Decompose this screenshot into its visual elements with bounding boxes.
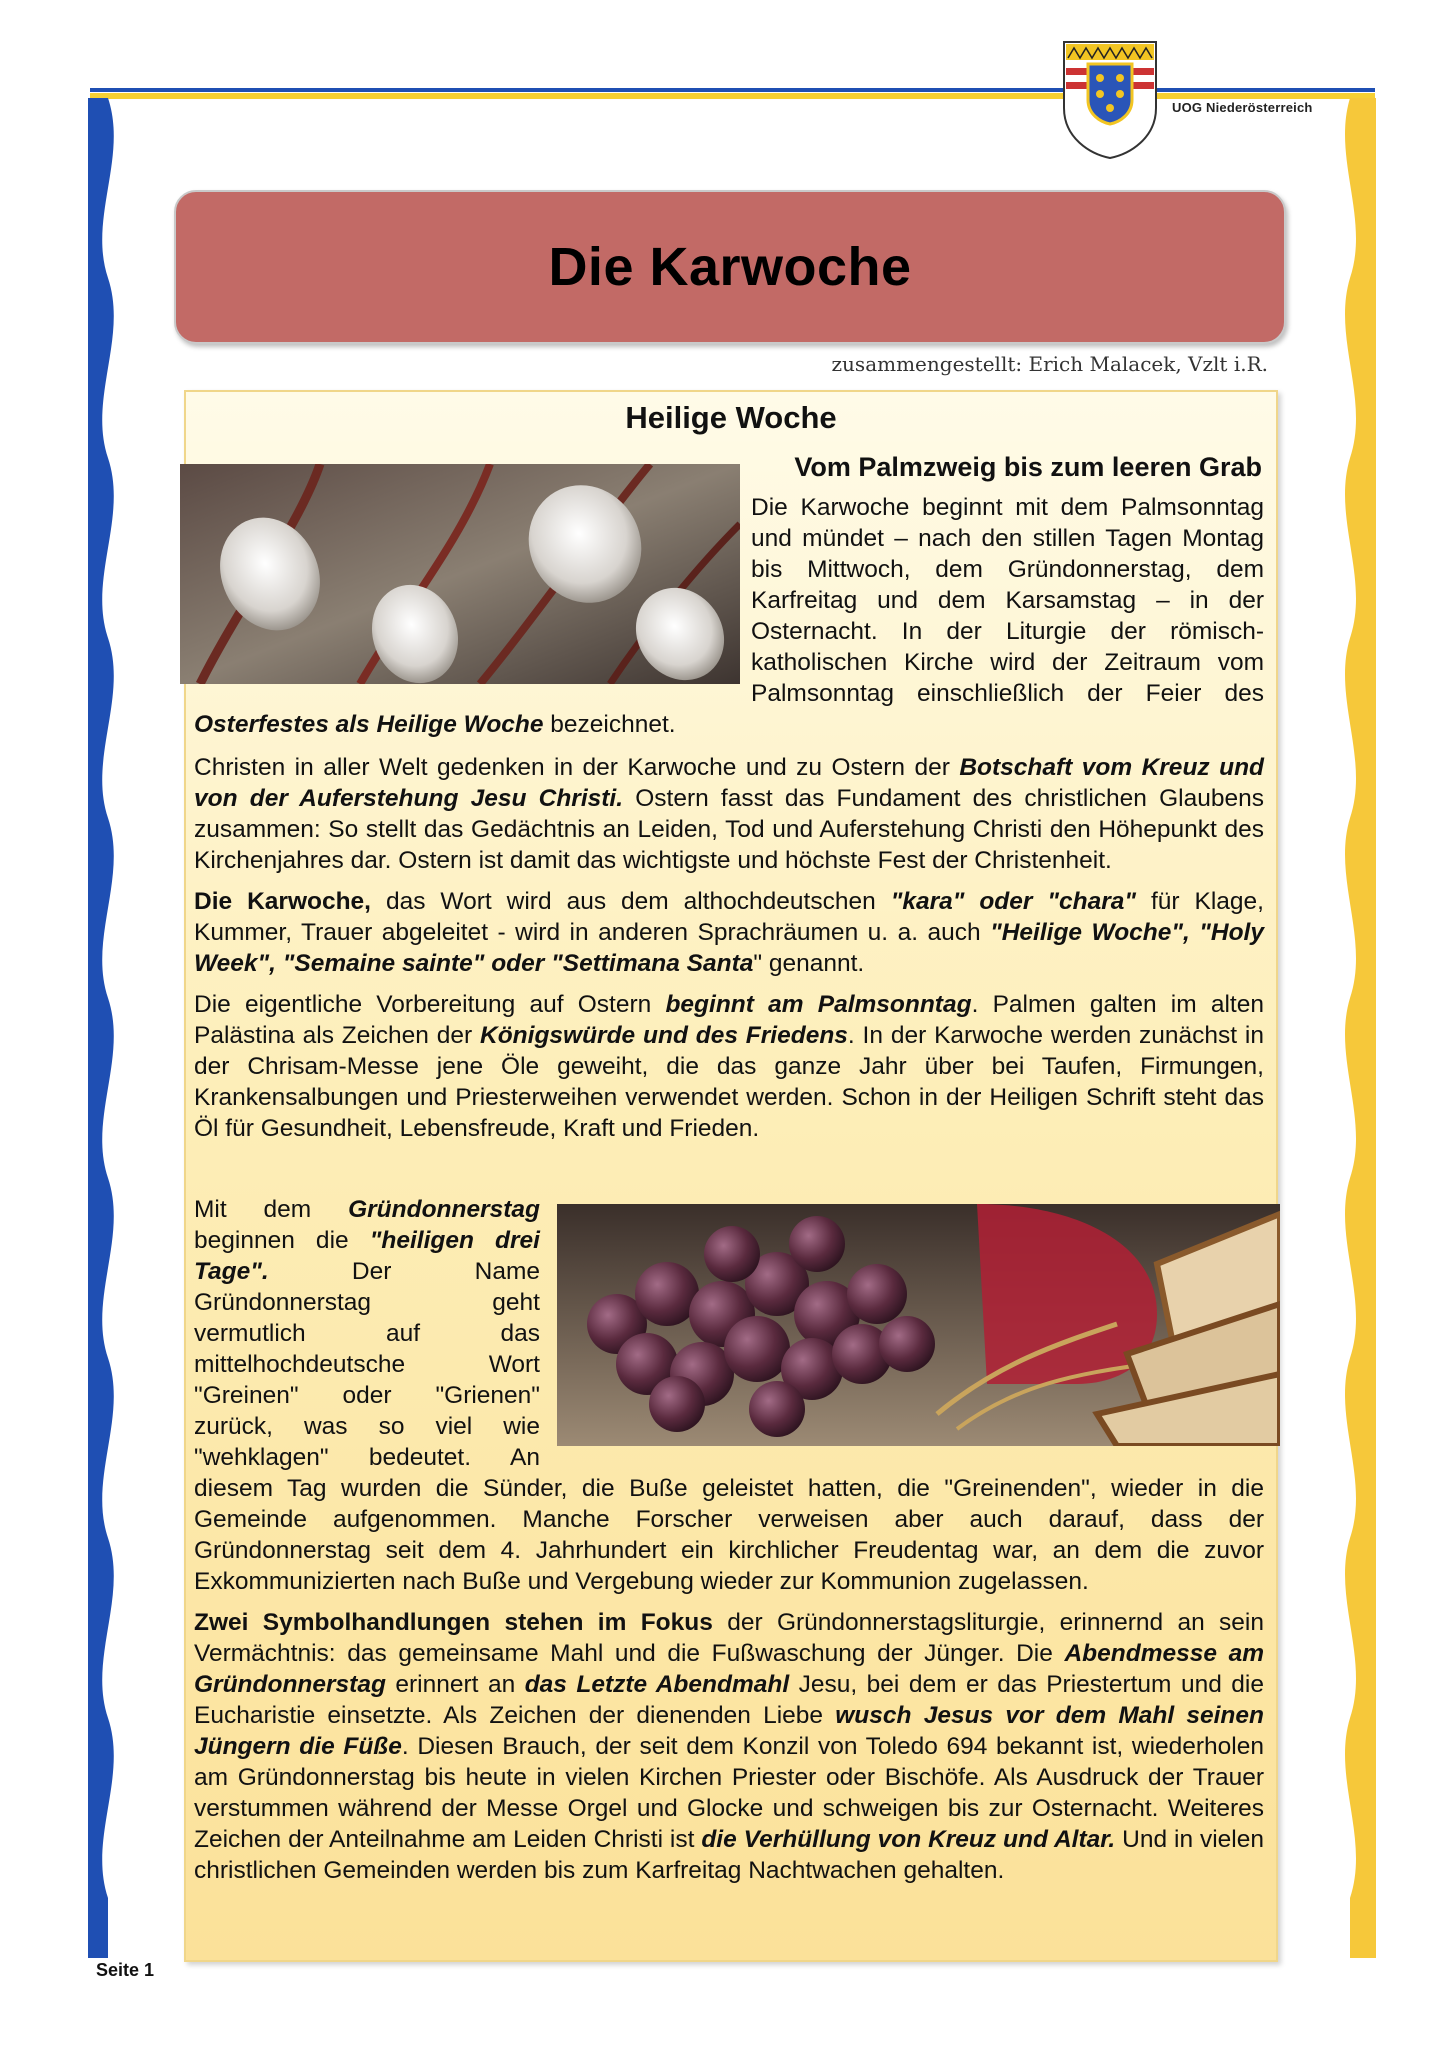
left-wave-border	[88, 98, 128, 1958]
paragraph-christen: Christen in aller Welt gedenken in der Karwoche und zu Ostern der Botschaft vom Kreuz und von der Auferstehung Jesu Christi. Ostern fasst das Fundament des christlichen Glaubens zusammen: So stellt das Gedächtnis an Leiden, Tod und Auferstehung Christi den Höhepunkt des Kirchenjahres dar. Ostern ist damit das wichtigste und höchste Fest der Christenheit.	[194, 754, 1265, 874]
page-number: Seite 1	[96, 1960, 155, 1980]
header-line-blue	[90, 88, 1375, 92]
org-name: UOG Niederösterreich	[1172, 100, 1313, 115]
paragraph-gruendonnerstag: Mit dem Gründonnerstag beginnen die "heiligen drei Tage". Der Name Gründonnerstag geht vermutlich auf das mittelhochdeutsche Wort "Greinen" oder "Grienen" zurück, was so viel wie "wehklagen" bedeutet. An diesem Tag wurden die Sünder, die Buße geleistet hatten, die "Greinenden", wieder in die Gemeinde aufgenommen. Manche Forscher verweisen aber auch darauf, dass der Gründonnerstag seit dem 4. Jahrhundert ein kirchlicher Freudentag war, an dem die zuvor Exkommunizierten nach Buße und Vergebung wieder zur Kommunion zugelassen.	[194, 1196, 1264, 1595]
section-subtitle: Vom Palmzweig bis zum leeren Grab	[794, 452, 1262, 482]
paragraph-symbolhandlungen: Zwei Symbolhandlungen stehen im Fokus der Gründonnerstagsliturgie, erinnernd an sein Vermächtnis: das gemeinsame Mahl und die Fußwaschung der Jünger. Die Abendmesse am Gründonnerstag erinnert an das Letzte Abendmahl Jesu, bei dem er das Priestertum und die Eucharistie einsetzte. Als Zeichen der dienenden Liebe wusch Jesus vor dem Mahl seinen Jüngern die Füße. Diesen Brauch, der seit dem Konzil von Toledo 694 bekannt ist, wiederholen am Gründonnerstag bis heute in vielen Kirchen Priester oder Bischöfe. Als Ausdruck der Trauer verstummen während der Messe Orgel und Glocke und schweigen bis zur Osternacht. Weiteres Zeichen der Anteilnahme am Leiden Christi ist die Verhüllung von Kreuz und Altar. Und in vielen christlichen Gemeinden werden bis zum Karfreitag Nachtwachen gehalten.	[194, 1609, 1265, 1884]
page-title: Die Karwoche	[548, 237, 912, 297]
paragraph-palmsonntag: Die eigentliche Vorbereitung auf Ostern beginnt am Palmsonntag. Palmen galten im alten Palästina als Zeichen der Königswürde und des Friedens. In der Karwoche werden zunächst in der Chrisam-Messe jene Öle geweiht, die das ganze Jahr über bei Taufen, Firmungen, Krankensalbungen und Priesterweihen verwendet werden. Schon in der Heiligen Schrift steht das Öl für Gesundheit, Lebensfreude, Kraft und Frieden.	[194, 991, 1265, 1142]
content-box	[184, 390, 1278, 1962]
paragraph-karwoche-word: Die Karwoche, das Wort wird aus dem althochdeutschen "kara" oder "chara" für Klage, Kummer, Trauer abgeleitet - wird in anderen Sprachräumen u. a. auch "Heilige Woche", "Holy Week", "Semaine sainte" oder "Settimana Santa" genannt.	[194, 888, 1264, 977]
section-title: Heilige Woche	[625, 400, 837, 435]
uog-coat-of-arms-logo	[1060, 38, 1160, 160]
author-line: zusammengestellt: Erich Malacek, Vzlt i.R.	[831, 352, 1268, 376]
lower-paragraphs	[194, 1194, 1264, 1896]
main-paragraphs	[194, 752, 1264, 1154]
right-wave-border	[1332, 98, 1376, 1958]
header-line-yellow	[90, 93, 1375, 99]
title-banner	[174, 190, 1286, 344]
paragraph-intro: Die Karwoche beginnt mit dem Palmsonntag und mündet – nach den stillen Tagen Montag bis Mittwoch, dem Gründonnerstag, dem Karfreitag und dem Karsamstag – in der Osternacht. In der Liturgie der römisch-katholischen Kirche wird der Zeitraum vom Palmsonntag einschließlich der Feier des Osterfestes als Heilige Woche bezeichnet.	[194, 494, 1264, 738]
